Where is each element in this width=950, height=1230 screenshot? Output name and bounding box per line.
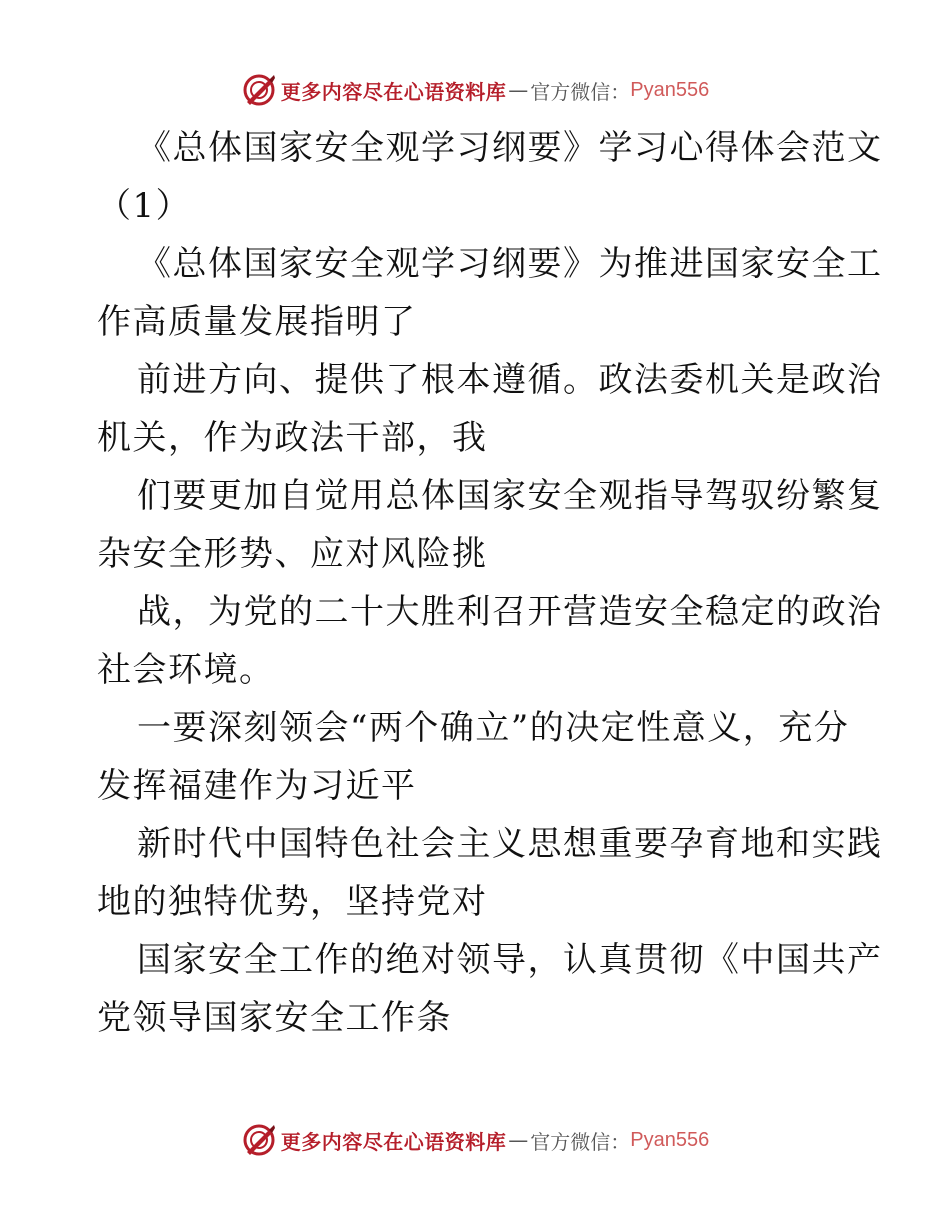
document-title-number: （1）: [97, 186, 192, 226]
paragraph-line: 发挥福建作为习近平: [97, 766, 417, 806]
paragraph-line: 战，为党的二十大胜利召开营造安全稳定的政治: [137, 592, 883, 632]
watermark-wechat-id: Pyan556: [630, 78, 710, 101]
paragraph-line: 前进方向、提供了根本遵循。政法委机关是政治: [137, 360, 883, 400]
paragraph-line: 党领导国家安全工作条: [97, 998, 452, 1038]
paragraph-line: 地的独特优势，坚持党对: [97, 882, 488, 922]
paragraph-line: 作高质量发展指明了: [97, 302, 417, 342]
header-watermark: [0, 70, 950, 110]
watermark-dash: —: [508, 1128, 529, 1152]
pen-logo-icon: [241, 1122, 277, 1158]
watermark-wechat-label: 官方微信：: [530, 79, 631, 104]
pen-logo-icon: [241, 72, 277, 108]
paragraph-line: 杂安全形势、应对风险挑: [97, 534, 488, 574]
paragraph-line: 们要更加自觉用总体国家安全观指导驾驭纷繁复: [137, 476, 883, 516]
paragraph-line: 《总体国家安全观学习纲要》为推进国家安全工: [137, 244, 883, 284]
watermark-wechat-label: 官方微信：: [530, 1129, 631, 1154]
paragraph-line: 新时代中国特色社会主义思想重要孕育地和实践: [137, 824, 883, 864]
paragraph-line: 一要深刻领会“两个确立”的决定性意义，充分: [137, 708, 850, 748]
watermark-text: 更多内容尽在心语资料库: [280, 79, 507, 104]
footer-watermark: [0, 1120, 950, 1160]
watermark-text: 更多内容尽在心语资料库: [280, 1129, 507, 1154]
paragraph-line: 社会环境。: [97, 650, 275, 690]
watermark-dash: —: [508, 78, 529, 102]
paragraph-line: 机关，作为政法干部，我: [97, 418, 488, 458]
watermark-wechat-id: Pyan556: [630, 1128, 710, 1151]
document-title: 《总体国家安全观学习纲要》学习心得体会范文: [137, 128, 883, 168]
paragraph-line: 国家安全工作的绝对领导，认真贯彻《中国共产: [137, 940, 883, 980]
